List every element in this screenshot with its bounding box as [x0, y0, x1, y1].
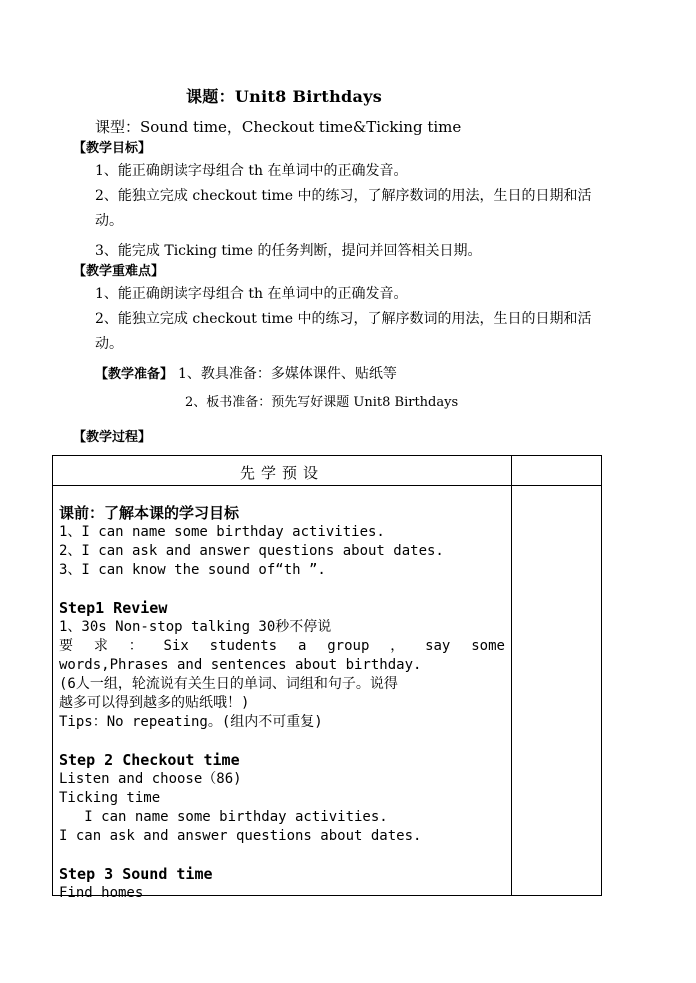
table-header: 先学预设 — [239, 464, 324, 482]
page-title: 课题：Unit8 Birthdays — [186, 87, 383, 106]
req-word: 求 — [93, 638, 108, 654]
step1-line-5: 越多可以得到越多的贴纸哦！) — [59, 695, 250, 711]
table-header-divider — [53, 485, 601, 486]
step3-line-1: Find homes — [59, 885, 144, 901]
key-point-item-1: 1、能正确朗读字母组合 th 在单词中的正确发音。 — [95, 286, 408, 302]
step1-line-3: words,Phrases and sentences about birthday. — [59, 657, 422, 673]
req-word: Six — [163, 638, 189, 654]
step1-line-4: (6人一组，轮流说有关生日的单词、词组和句子。说得 — [59, 676, 398, 692]
req-word: say — [425, 638, 451, 654]
objectives-heading: 【教学目标】 — [73, 141, 152, 156]
goal-line-3: 3、I can know the sound of“th ”. — [59, 562, 326, 578]
step1-requirement — [59, 637, 505, 656]
lesson-type: 课型：Sound time，Checkout time&Ticking time — [95, 118, 462, 136]
preparation-item-1: 1、教具准备：多媒体课件、贴纸等 — [178, 366, 397, 382]
step1-line-6: Tips：No repeating。(组内不可重复) — [59, 714, 323, 730]
key-points-heading: 【教学重难点】 — [73, 264, 165, 279]
step1-line-1: 1、30s Non-stop talking 30秒不停说 — [59, 619, 332, 635]
table-content-cell — [59, 504, 505, 903]
step2-line-3: I can name some birthday activities. — [59, 809, 388, 825]
req-word: 要 — [59, 638, 73, 654]
req-word: some — [471, 638, 505, 654]
step2-line-1: Listen and choose（86) — [59, 771, 242, 787]
goal-line-2: 2、I can ask and answer questions about dates. — [59, 543, 444, 559]
step1-title: Step1 Review — [59, 599, 168, 617]
step2-title: Step 2 Checkout time — [59, 751, 240, 769]
step2-line-4: I can ask and answer questions about dates. — [59, 828, 422, 844]
req-word: students — [209, 638, 278, 654]
lesson-table — [52, 455, 602, 901]
req-word: ， — [390, 638, 405, 654]
objective-item-1: 1、能正确朗读字母组合 th 在单词中的正确发音。 — [95, 163, 408, 179]
objective-item-3: 3、能完成 Ticking time 的任务判断，提问并回答相关日期。 — [95, 243, 482, 259]
req-word: ： — [128, 638, 143, 654]
step2-line-2: Ticking time — [59, 790, 161, 806]
req-word: a — [297, 638, 307, 654]
pre-class-title: 课前：了解本课的学习目标 — [59, 504, 240, 522]
table-column-divider — [511, 456, 512, 895]
preparation-heading: 【教学准备】 — [95, 367, 174, 382]
objective-item-2: 2、能独立完成 checkout time 中的练习，了解序数词的用法，生日的日期和活动。 — [95, 188, 592, 229]
step3-title: Step 3 Sound time — [59, 865, 213, 883]
process-heading: 【教学过程】 — [73, 430, 152, 445]
key-point-item-2: 2、能独立完成 checkout time 中的练习，了解序数词的用法，生日的日期和活动。 — [95, 311, 592, 352]
goal-line-1: 1、I can name some birthday activities. — [59, 524, 385, 540]
preparation-item-2: 2、板书准备：预先写好课题 Unit8 Birthdays — [185, 395, 459, 410]
req-word: group — [327, 638, 370, 654]
